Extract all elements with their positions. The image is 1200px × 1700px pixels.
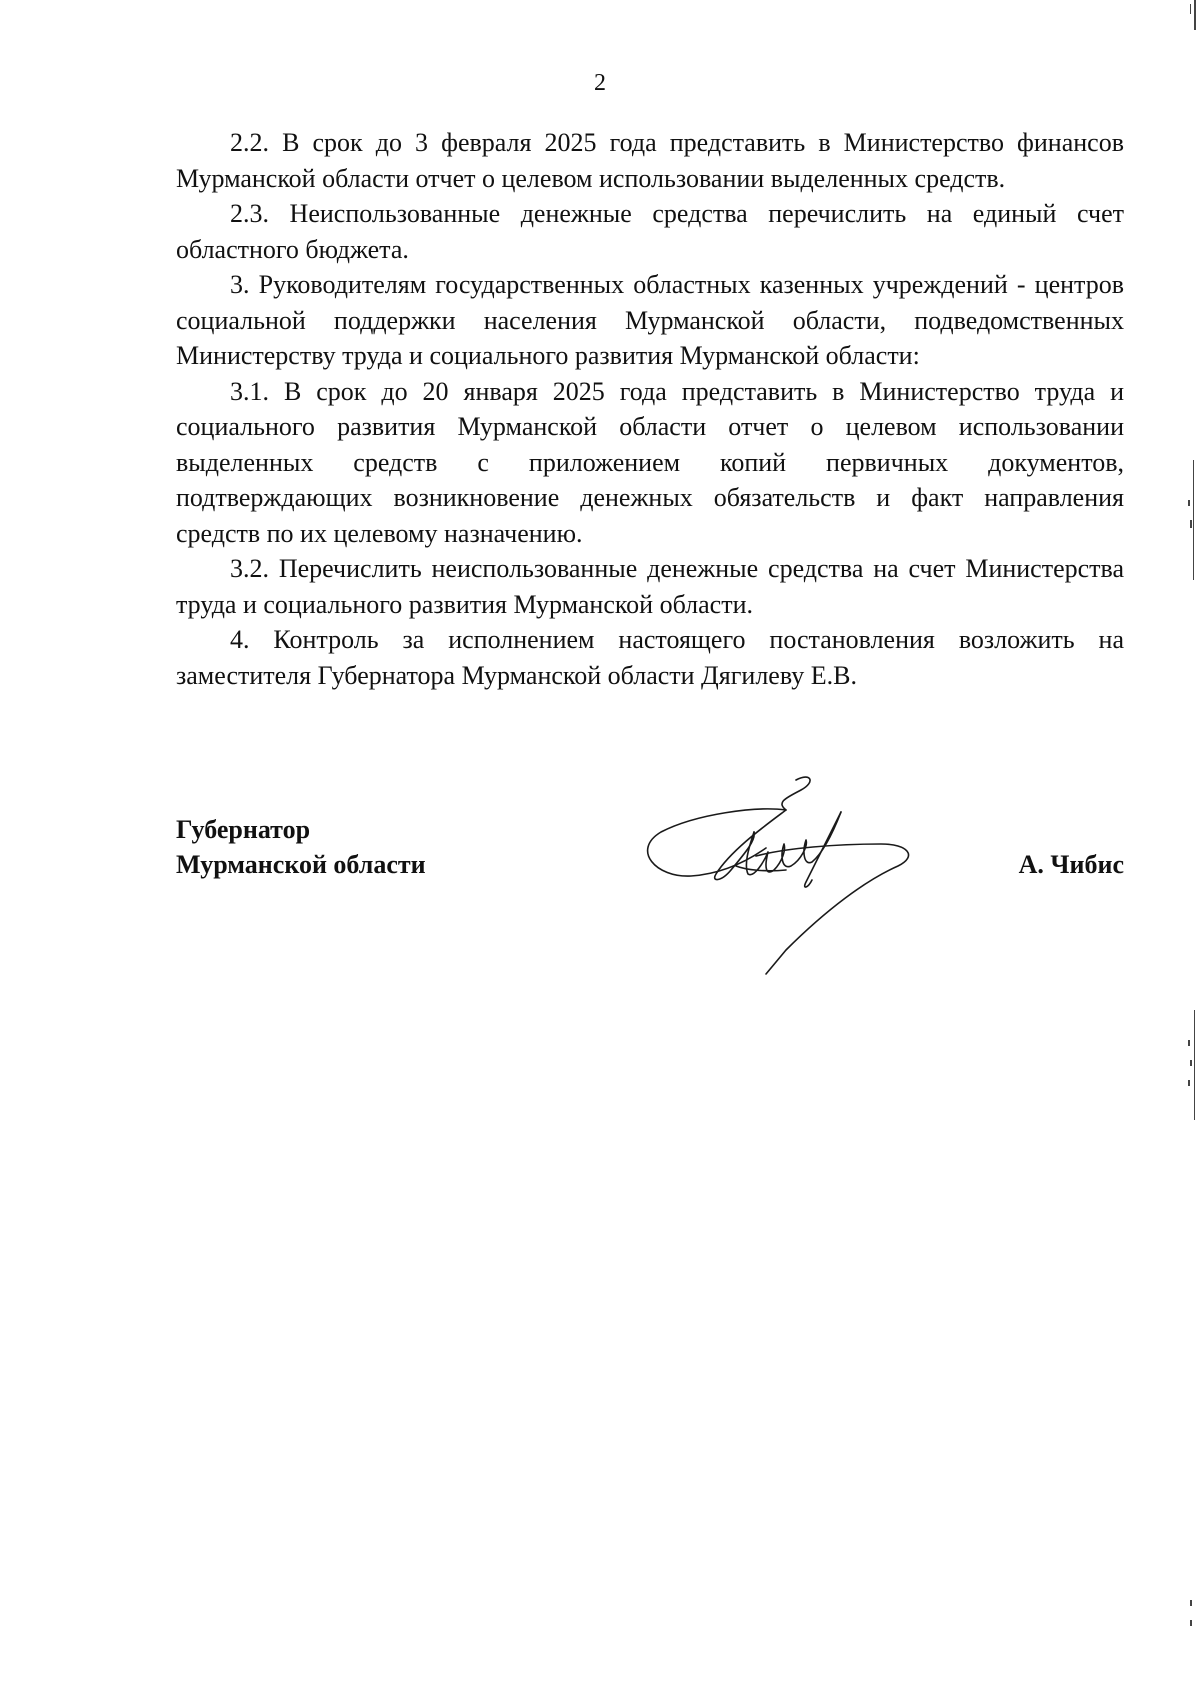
signer-title-line-2: Мурманской области	[176, 850, 426, 879]
paragraph-4: 4. Контроль за исполнением настоящего постановления возложить на заместителя Губернатора Мурманской области Дягилеву Е.В.	[176, 625, 1124, 690]
handwritten-signature	[636, 770, 916, 1000]
signer-title-line-1: Губернатор	[176, 815, 311, 844]
scan-edge-marks	[1160, 0, 1200, 1700]
paragraph-3-1: 3.1. В срок до 20 января 2025 года представить в Министерство труда и социального развития Мурманской области отчет о целевом использовании выделенных средств с приложением копий первичных документов, подтверждающих возникновение денежных обязательств и факт направления средств по их целевому назначению.	[176, 376, 1124, 548]
paragraph-2-3: 2.3. Неиспользованные денежные средства перечислить на единый счет областного бюджета.	[176, 199, 1124, 264]
signer-name: А. Чибис	[1018, 850, 1124, 879]
signer-title	[176, 812, 426, 882]
paragraph-2-2: 2.2. В срок до 3 февраля 2025 года представить в Министерство финансов Мурманской области отчет о целевом использовании выделенных средств.	[176, 128, 1124, 193]
document-body	[176, 125, 1124, 693]
signature-block	[176, 812, 1124, 1012]
page-number: 2	[594, 70, 606, 96]
paragraph-3: 3. Руководителям государственных областных казенных учреждений - центров социальной поддержки населения Мурманской области, подведомственных Министерству труда и социального развития Мурманской области:	[176, 270, 1124, 370]
paragraph-3-2: 3.2. Перечислить неиспользованные денежные средства на счет Министерства труда и социального развития Мурманской области.	[176, 554, 1124, 619]
